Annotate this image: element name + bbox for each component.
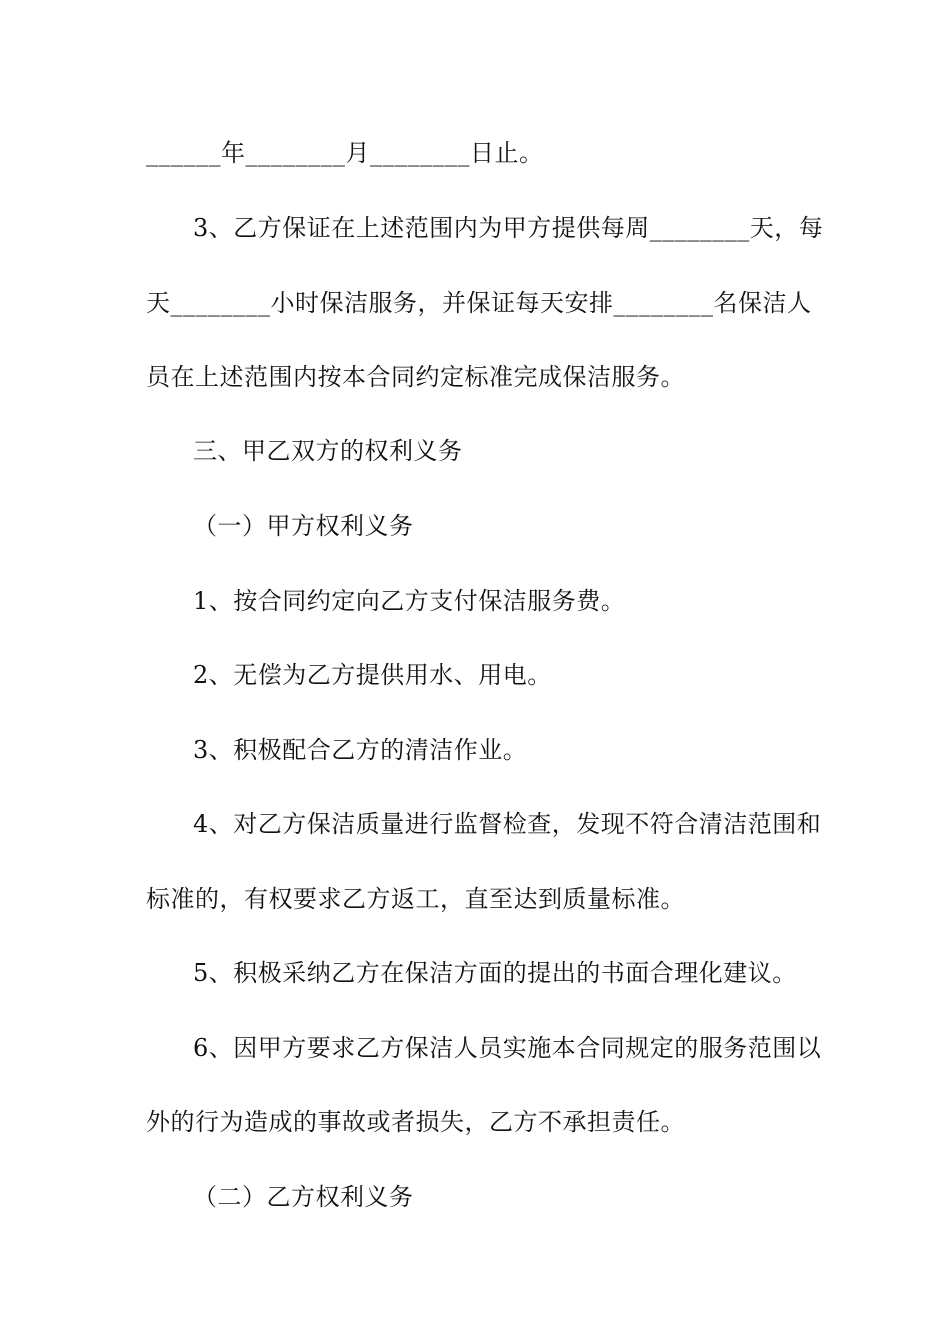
party-b-heading: （二）乙方权利义务 [193,1183,414,1211]
clause-3-line-1: 3、乙方保证在上述范围内为甲方提供每周________天，每 [193,214,824,242]
clause-3-line-3: 员在上述范围内按本合同约定标准完成保洁服务。 [146,363,685,391]
date-end-line: ______年________月________日止。 [146,139,544,167]
party-a-item-6-line-1: 6、因甲方要求乙方保洁人员实施本合同规定的服务范围以 [193,1034,822,1062]
party-a-item-1: 1、按合同约定向乙方支付保洁服务费。 [193,587,626,615]
party-a-item-5: 5、积极采纳乙方在保洁方面的提出的书面合理化建议。 [193,959,797,987]
party-a-heading: （一）甲方权利义务 [193,512,414,540]
party-a-item-4-line-2: 标准的，有权要求乙方返工，直至达到质量标准。 [146,885,685,913]
party-a-item-6-line-2: 外的行为造成的事故或者损失，乙方不承担责任。 [146,1108,685,1136]
section-3-heading: 三、甲乙双方的权利义务 [193,437,463,465]
party-a-item-2: 2、无偿为乙方提供用水、用电。 [193,661,552,689]
party-a-item-4-line-1: 4、对乙方保洁质量进行监督检查，发现不符合清洁范围和 [193,810,822,838]
clause-3-line-2: 天________小时保洁服务，并保证每天安排________名保洁人 [146,289,812,317]
party-a-item-3: 3、积极配合乙方的清洁作业。 [193,736,528,764]
